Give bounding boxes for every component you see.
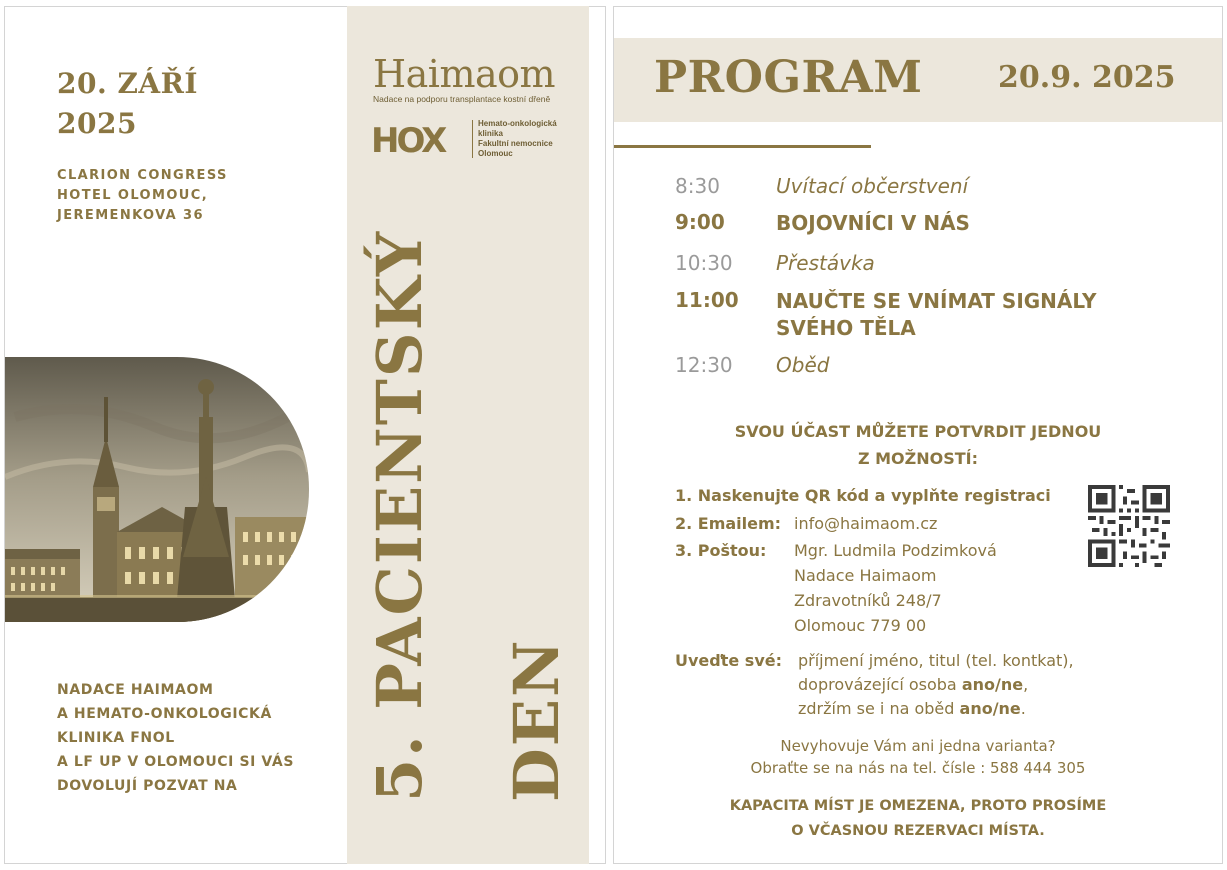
hox-text-line: Fakultní nemocnice [478, 139, 553, 148]
program-title: PROGRAM [654, 52, 923, 103]
required-info-line [675, 673, 1028, 697]
hox-clinic-name [478, 119, 557, 159]
email-link[interactable]: info@haimaom.cz [794, 514, 938, 533]
program-date: 20.9. 2025 [998, 60, 1176, 95]
required-info-line: příjmení jméno, titul (tel. kontkat), [798, 651, 1074, 670]
schedule-desc: Oběd [776, 353, 830, 377]
notice-line: Obraťte se na nás na tel. čísle : 588 444 305 [750, 759, 1086, 777]
required-info-text: doprovázející osoba [798, 675, 962, 694]
schedule-desc: SVÉHO TĚLA [776, 316, 916, 340]
confirm-line: Z MOŽNOSTÍ: [857, 449, 979, 468]
hox-logo: HOX [371, 121, 445, 161]
haimaom-tagline: Nadace na podporu transplantace kostní dřeně [373, 94, 551, 104]
hox-divider [472, 120, 473, 158]
contact-notice [614, 735, 1222, 779]
option-email-label: 2. Emailem: [675, 514, 782, 533]
postal-address [794, 538, 997, 638]
hox-text-line: klinika [478, 129, 503, 138]
schedule-time: 12:30 [675, 353, 733, 377]
schedule-time: 8:30 [675, 174, 720, 198]
option-qr-label: 1. Naskenujte QR kód a vyplňte registraci [675, 486, 1051, 505]
event-title-line1: 5. PACIENTSKÝ [363, 229, 436, 802]
option-post [675, 541, 766, 560]
required-info-punct: , [1023, 675, 1029, 694]
event-date [57, 64, 198, 144]
schedule-time: 9:00 [675, 210, 725, 234]
required-info-text: zdržím se i na oběd [798, 699, 960, 718]
schedule-desc: BOJOVNÍCI V NÁS [776, 211, 970, 235]
confirm-line: SVOU ÚČAST MŮŽETE POTVRDIT JEDNOU [734, 422, 1102, 441]
required-info-label: Uveďte své: [675, 651, 782, 670]
option-email [675, 514, 781, 533]
address-line: Olomouc 779 00 [794, 616, 927, 635]
address-line: Nadace Haimaom [794, 566, 937, 585]
haimaom-logo: Haimaom [373, 52, 556, 96]
required-info-choice: ano/ne [961, 675, 1024, 694]
invitation-line: DOVOLUJÍ POZVAT NA [57, 778, 238, 794]
hox-text-line: Hemato-onkologická [478, 119, 557, 128]
invitation-line: A LF UP V OLOMOUCI SI VÁS [57, 754, 295, 770]
venue-line: HOTEL OLOMOUC, [57, 188, 209, 203]
schedule-desc: Uvítací občerstvení [776, 174, 969, 198]
invitation-text [57, 678, 294, 798]
schedule-time: 11:00 [675, 288, 739, 312]
schedule-desc: NAUČTE SE VNÍMAT SIGNÁLY [776, 289, 1097, 313]
required-info-line [675, 697, 1028, 721]
required-info [675, 649, 1074, 721]
address-line: Zdravotníků 248/7 [794, 591, 942, 610]
event-date-day: 20. ZÁŘÍ [57, 67, 198, 100]
qr-code-icon [1087, 485, 1171, 567]
venue-line: CLARION CONGRESS [57, 168, 228, 183]
program-rule [614, 145, 871, 148]
required-info-choice: ano/ne [959, 699, 1021, 718]
schedule-desc: Přestávka [776, 251, 875, 275]
registration-qr-code[interactable] [1087, 485, 1171, 567]
invitation-line: KLINIKA FNOL [57, 730, 175, 746]
confirm-heading [614, 418, 1222, 472]
town-square-illustration [5, 357, 309, 622]
required-info-punct: . [1020, 699, 1026, 718]
option-qr [675, 486, 1051, 505]
olomouc-town-hall-photo [5, 357, 309, 622]
capacity-line: KAPACITA MÍST JE OMEZENA, PROTO PROSÍME [729, 798, 1107, 814]
invitation-line: A HEMATO-ONKOLOGICKÁ [57, 706, 272, 722]
event-date-year: 2025 [57, 107, 137, 140]
address-line: Mgr. Ludmila Podzimková [794, 541, 997, 560]
venue-line: JEREMENKOVA 36 [57, 208, 204, 223]
hox-text-line: Olomouc [478, 149, 513, 158]
invitation-line: NADACE HAIMAOM [57, 682, 214, 698]
option-post-label: 3. Poštou: [675, 541, 767, 560]
venue [57, 166, 228, 226]
capacity-line: O VČASNOU REZERVACI MÍSTA. [791, 823, 1045, 839]
event-title-line2: DEN [500, 638, 573, 802]
schedule-time: 10:30 [675, 251, 733, 275]
notice-line: Nevyhovuje Vám ani jedna varianta? [780, 737, 1056, 755]
capacity-note [614, 794, 1222, 844]
